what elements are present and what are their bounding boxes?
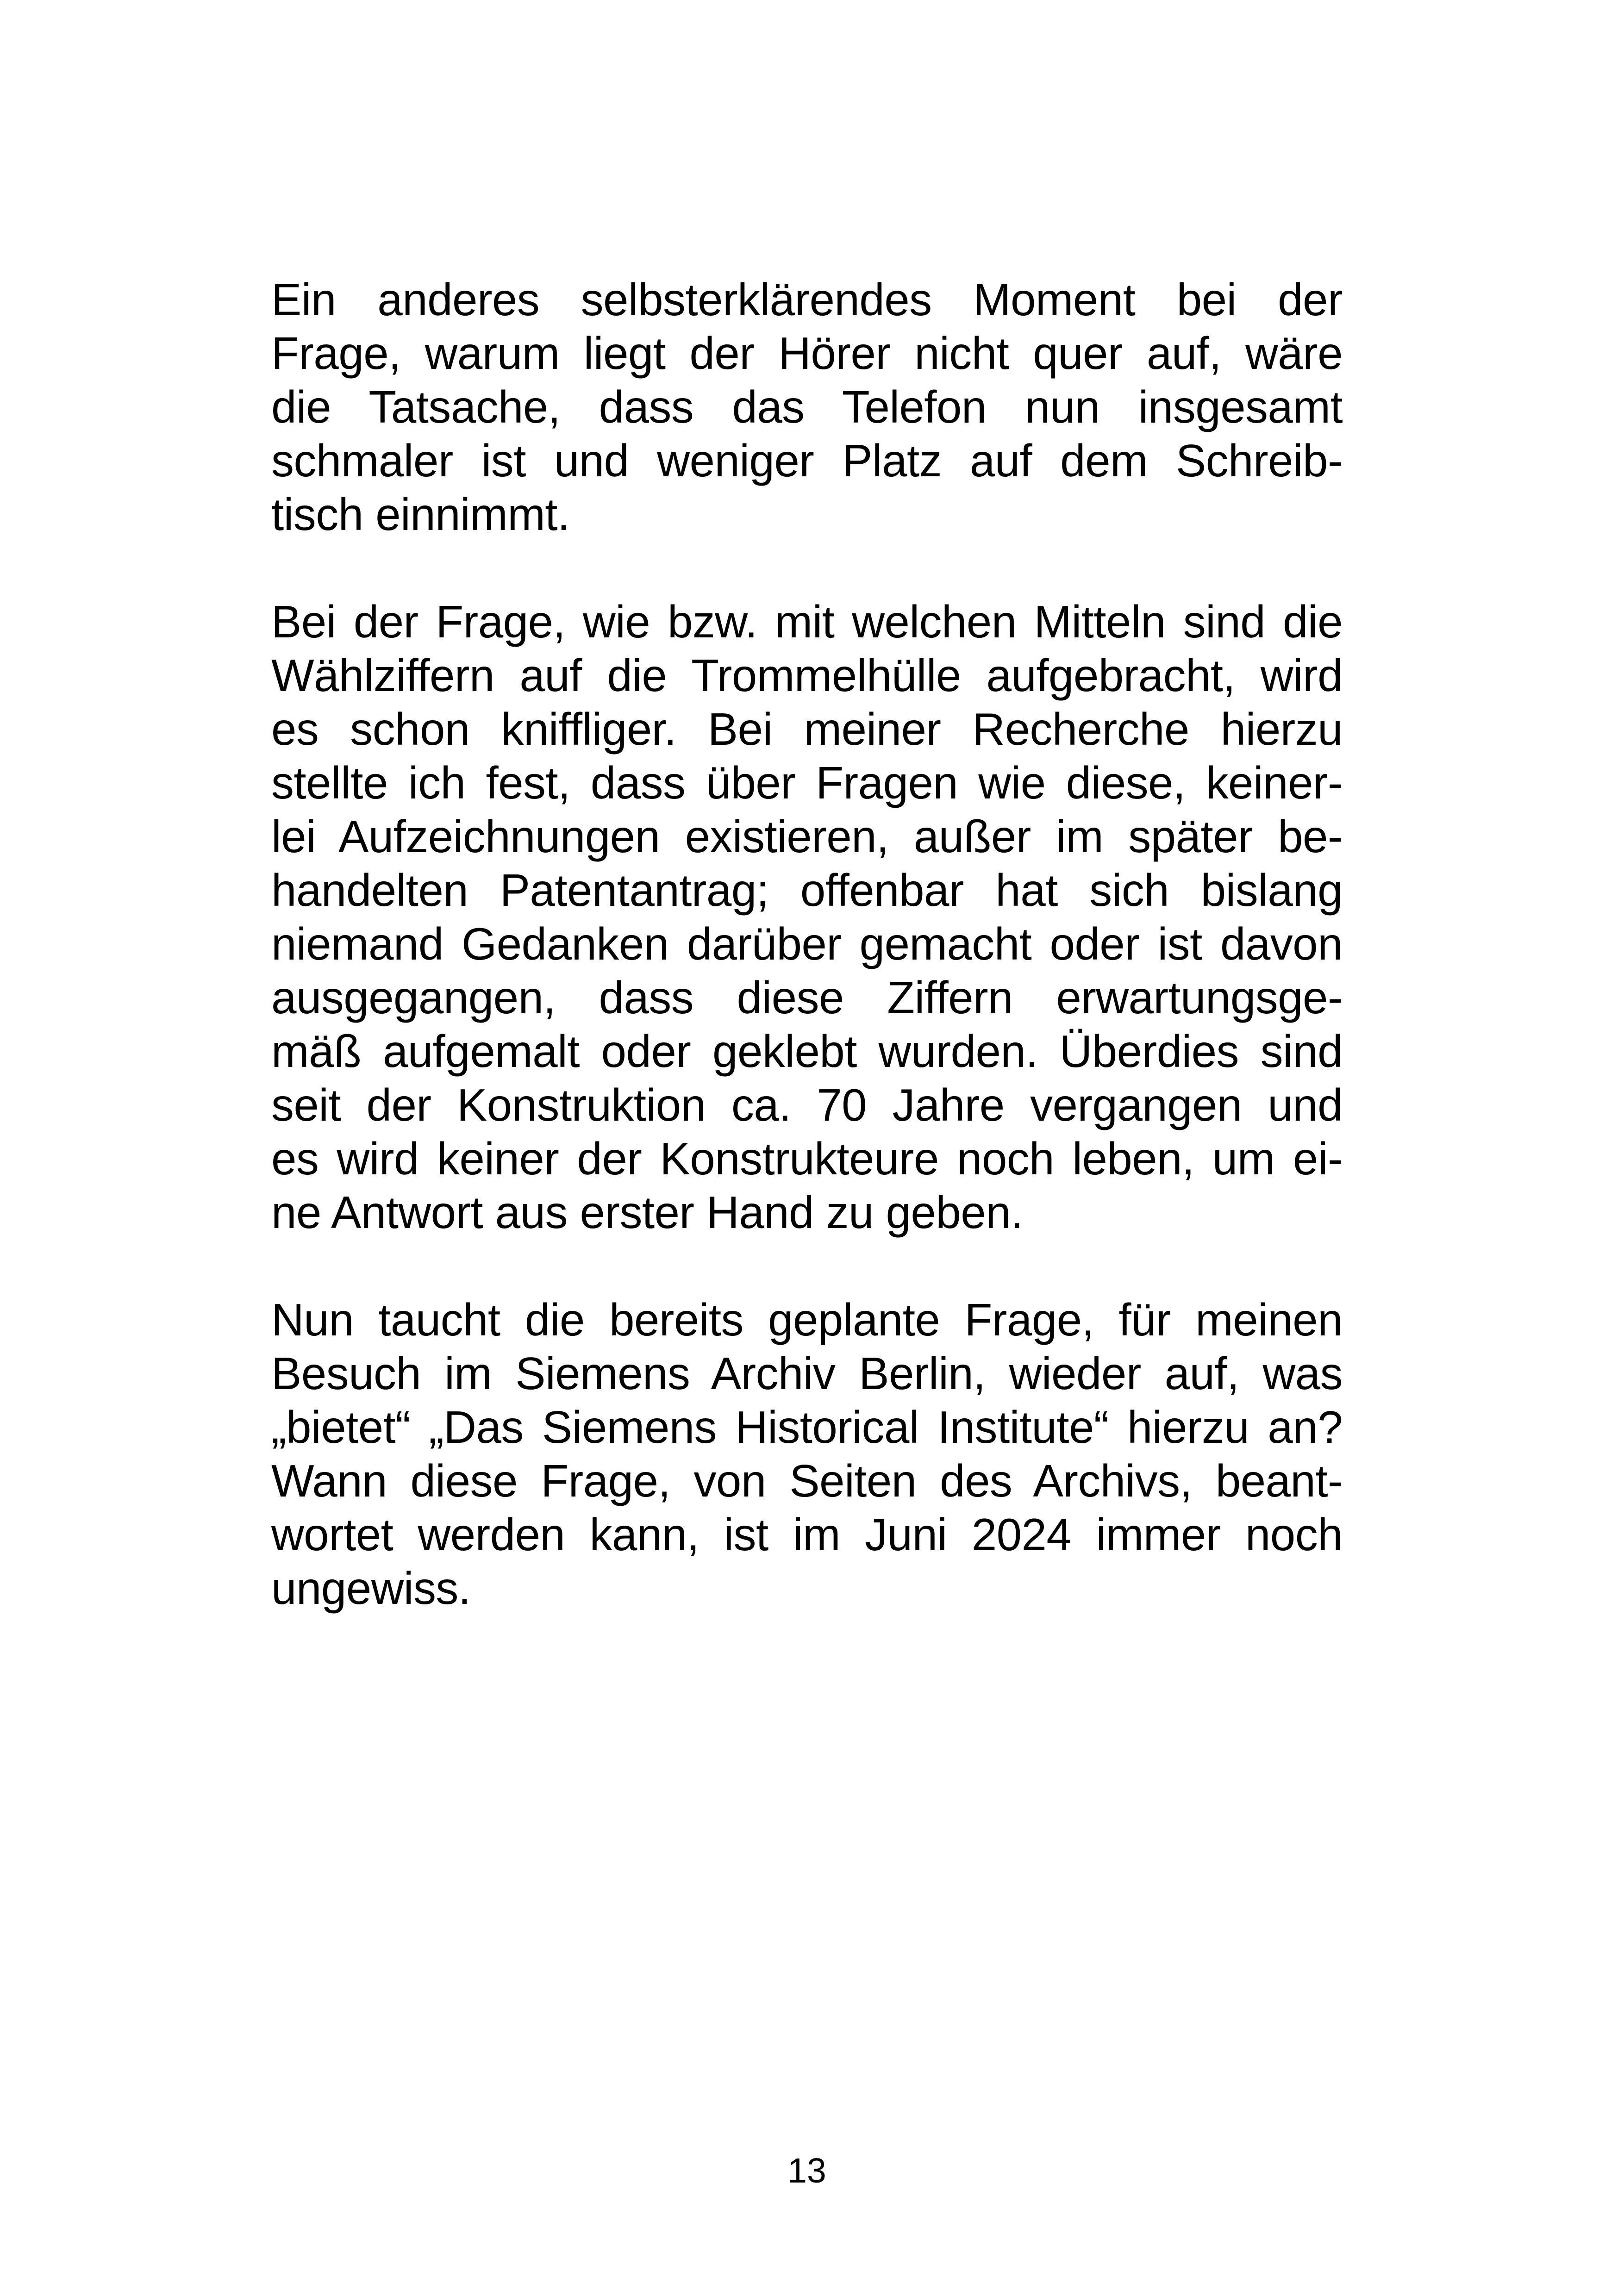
text-line: schmaler ist und weniger Platz auf dem Schreib-	[271, 435, 1343, 486]
text-line: mäß aufgemalt oder geklebt wurden. Überdies sind	[271, 1026, 1343, 1077]
text-line: es wird keiner der Konstrukteure noch leben, um ei-	[271, 1133, 1343, 1184]
text-line: ne Antwort aus erster Hand zu geben.	[271, 1187, 1023, 1238]
text-line: Wählziffern auf die Trommelhülle aufgebracht, wird	[271, 650, 1343, 701]
body-text-block	[271, 273, 1343, 1615]
text-line: Frage, warum liegt der Hörer nicht quer auf, wäre	[271, 328, 1343, 379]
text-line: „bietet“ „Das Siemens Historical Institute“ hierzu an?	[271, 1402, 1343, 1453]
page-footer	[271, 2151, 1343, 2190]
text-line: die Tatsache, dass das Telefon nun insgesamt	[271, 381, 1343, 432]
text-line: Besuch im Siemens Archiv Berlin, wieder auf, was	[271, 1348, 1343, 1399]
text-line: Wann diese Frage, von Seiten des Archivs, beant-	[271, 1455, 1343, 1506]
text-line: ungewiss.	[271, 1563, 471, 1614]
paragraph	[271, 595, 1343, 1239]
text-line: seit der Konstruktion ca. 70 Jahre vergangen und	[271, 1079, 1343, 1130]
text-line: stellte ich fest, dass über Fragen wie diese, keiner-	[271, 757, 1343, 808]
text-line: Bei der Frage, wie bzw. mit welchen Mitteln sind die	[271, 596, 1343, 647]
text-line: tisch einnimmt.	[271, 489, 570, 540]
text-line: Ein anderes selbsterklärendes Moment bei der	[271, 274, 1343, 325]
text-line: lei Aufzeichnungen existieren, außer im später be-	[271, 811, 1343, 862]
paragraph	[271, 273, 1343, 541]
paragraph	[271, 1293, 1343, 1615]
text-line: ausgegangen, dass diese Ziffern erwartungsge-	[271, 972, 1343, 1023]
text-line: niemand Gedanken darüber gemacht oder ist davon	[271, 918, 1343, 969]
text-line: es schon kniffliger. Bei meiner Recherche hierzu	[271, 704, 1343, 755]
text-line: Nun taucht die bereits geplante Frage, für meinen	[271, 1294, 1343, 1345]
text-line: handelten Patentantrag; offenbar hat sich bislang	[271, 865, 1343, 916]
page-number: 13	[787, 2151, 826, 2190]
text-line: wortet werden kann, ist im Juni 2024 immer noch	[271, 1509, 1343, 1560]
